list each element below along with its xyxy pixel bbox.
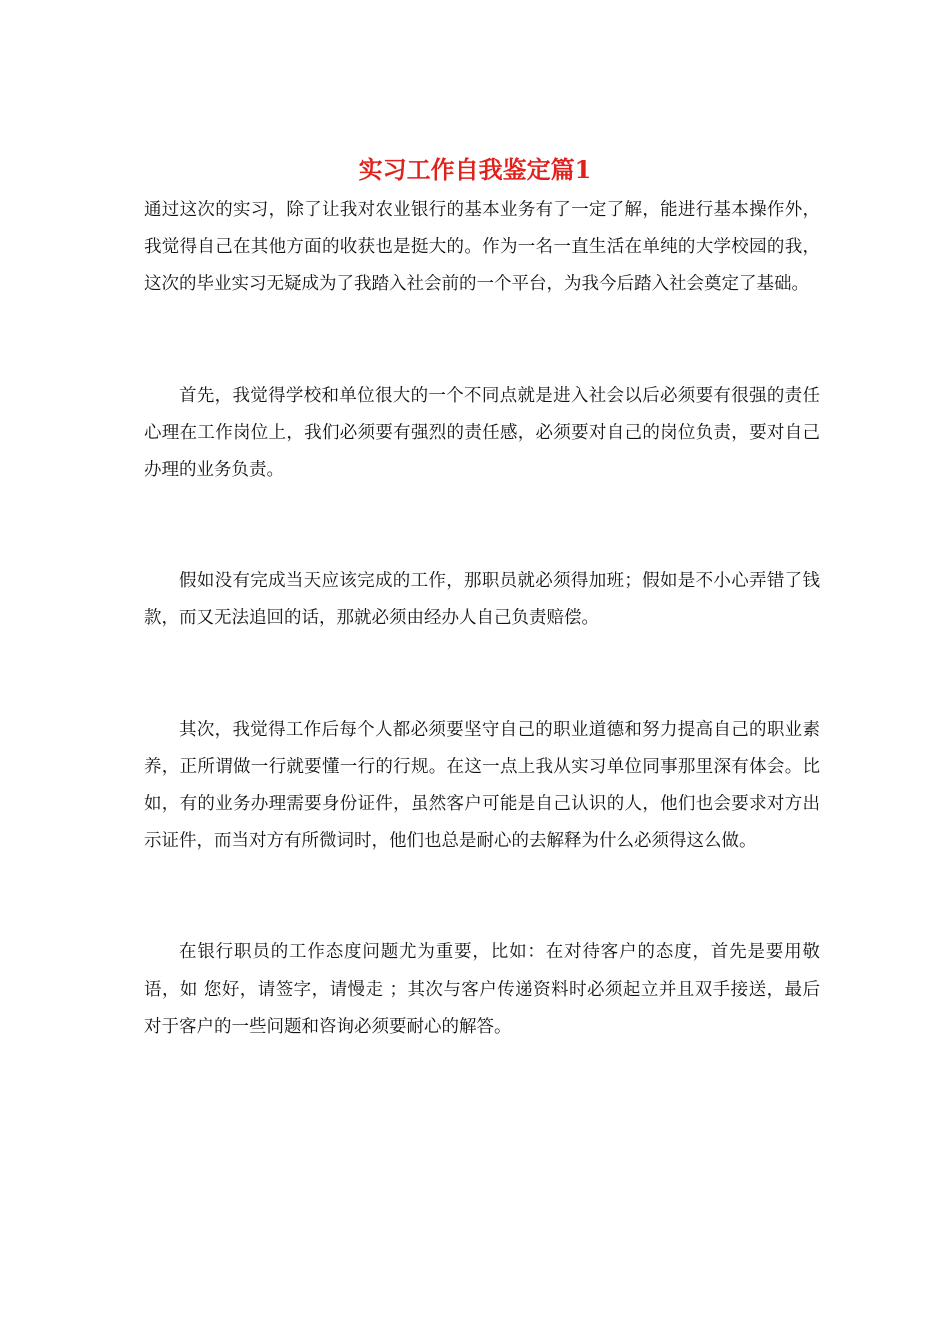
paragraph-spacer (144, 489, 820, 563)
paragraph-spacer (144, 304, 820, 378)
paragraph-intro: 通过这次的实习，除了让我对农业银行的基本业务有了一定了解，能进行基本操作外，我觉得自己在其他方面的收获也是挺大的。作为一名一直生活在单纯的大学校园的我，这次的毕业实习无疑成为了我踏入社会前的一个平台，为我今后踏入社会奠定了基础。 (144, 200, 820, 295)
paragraph-ethics: 其次，我觉得工作后每个人都必须要坚守自己的职业道德和努力提高自己的职业素养，正所谓做一行就要懂一行的行规。在这一点上我从实习单位同事那里深有体会。比如，有的业务办理需要身份证件，虽然客户可能是自己认识的人，他们也会要求对方出示证件，而当对方有所微词时，他们也总是耐心的去解释为什么必须得这么做。 (144, 719, 820, 852)
paragraph-spacer (144, 638, 820, 712)
document-title: 实习工作自我鉴定篇1 (358, 155, 592, 184)
paragraph-spacer (144, 860, 820, 934)
document-body (144, 192, 820, 1046)
paragraph-attitude: 在银行职员的工作态度问题尤为重要，比如：在对待客户的态度，首先是要用敬语，如 您好，请签字，请慢走 ；其次与客户传递资料时必须起立并且双手接送，最后对于客户的一些问题和咨询必须要耐心的解答。 (144, 942, 820, 1037)
paragraph-responsibility: 首先，我觉得学校和单位很大的一个不同点就是进入社会以后必须要有很强的责任心理在工作岗位上，我们必须要有强烈的责任感，必须要对自己的岗位负责，要对自己办理的业务负责。 (144, 385, 820, 481)
paragraph-overtime: 假如没有完成当天应该完成的工作，那职员就必须得加班；假如是不小心弄错了钱款，而又无法追回的话，那就必须由经办人自己负责赔偿。 (144, 571, 820, 629)
